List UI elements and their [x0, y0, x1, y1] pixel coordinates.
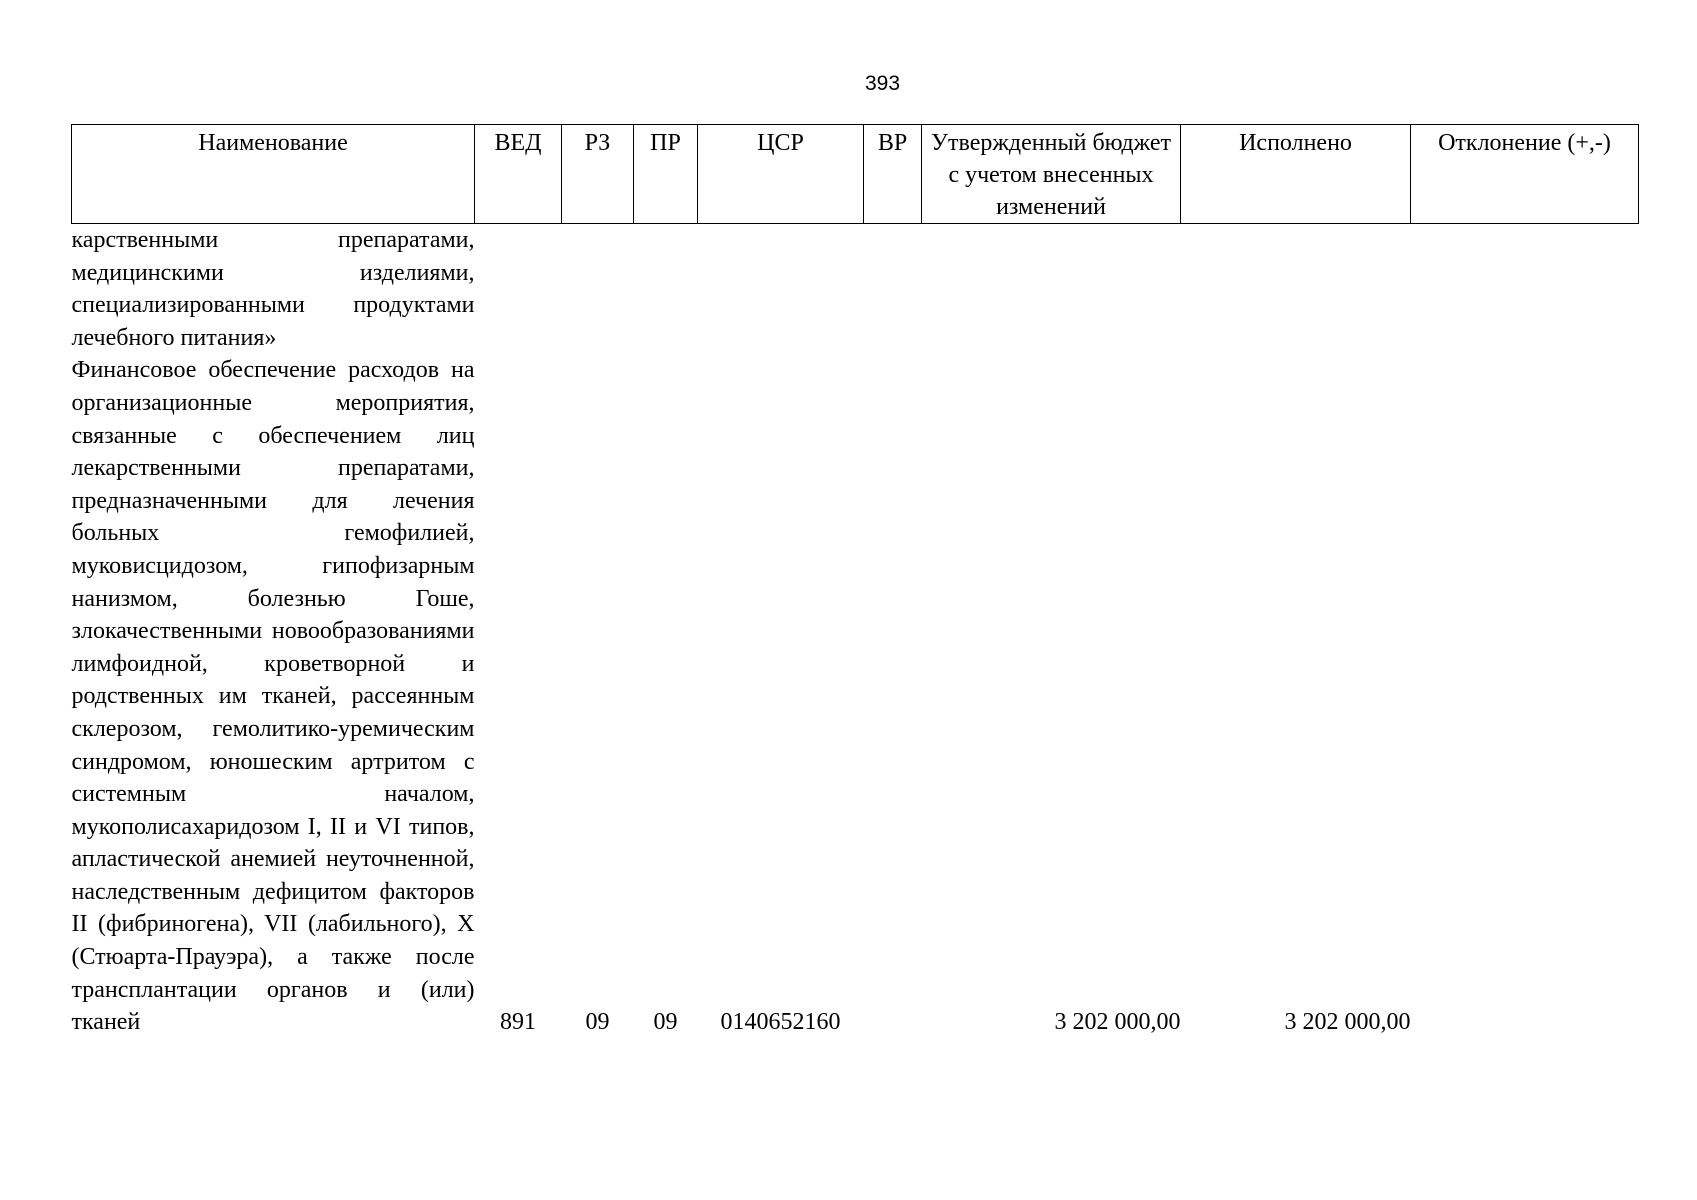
row-vr — [864, 354, 922, 1038]
header-name: Наименование — [72, 125, 475, 224]
header-deviation: Отклонение (+,-) — [1411, 125, 1639, 224]
row-ved: 891 — [500, 1009, 536, 1036]
table-header-row — [72, 125, 1639, 224]
continued-text: карственными препаратами, медицинскими изделиями, специализированными продуктами лечебного питания» — [71, 227, 475, 351]
header-approved-budget: Утвержденный бюджет с учетом внесенных изменений — [922, 125, 1181, 224]
row-rz: 09 — [585, 1009, 610, 1036]
header-ved: ВЕД — [475, 125, 562, 224]
header-csr: ЦСР — [698, 125, 864, 224]
row-executed: 3 202 000,00 — [1284, 1009, 1411, 1036]
table-row — [72, 354, 1639, 1038]
row-csr: 0140652160 — [720, 1009, 841, 1036]
budget-table — [71, 124, 1639, 1039]
header-vr: ВР — [864, 125, 922, 224]
row-name: Финансовое обеспечение расходов на организационные мероприятия, связанные с обеспечением лиц лекарственными препаратами, предназначенными для лечения больных гемофилией, муковисцидозом, гипофизарным нанизмом, болезнью Гоше, злокачественными новообразованиями лимфоидной, кроветворной и родственных им тканей, рассеянным склерозом, гемолитико-уремическим синдромом, юношеским артритом с системным началом, мукополисахаридозом I, II и VI типов, апластической анемией неуточненной, наследственным дефицитом факторов II (фибриногена), VII (лабильного), X (Стюарта-Прауэра), а также после трансплантации органов и (или) тканей — [71, 357, 475, 1036]
page-number: 393 — [864, 72, 901, 95]
header-executed: Исполнено — [1181, 125, 1411, 224]
row-deviation — [1411, 354, 1639, 1038]
row-approved: 3 202 000,00 — [1054, 1009, 1181, 1036]
header-pr: ПР — [634, 125, 698, 224]
row-pr: 09 — [653, 1009, 678, 1036]
table-row-continued — [72, 224, 1639, 355]
header-rz: РЗ — [562, 125, 634, 224]
